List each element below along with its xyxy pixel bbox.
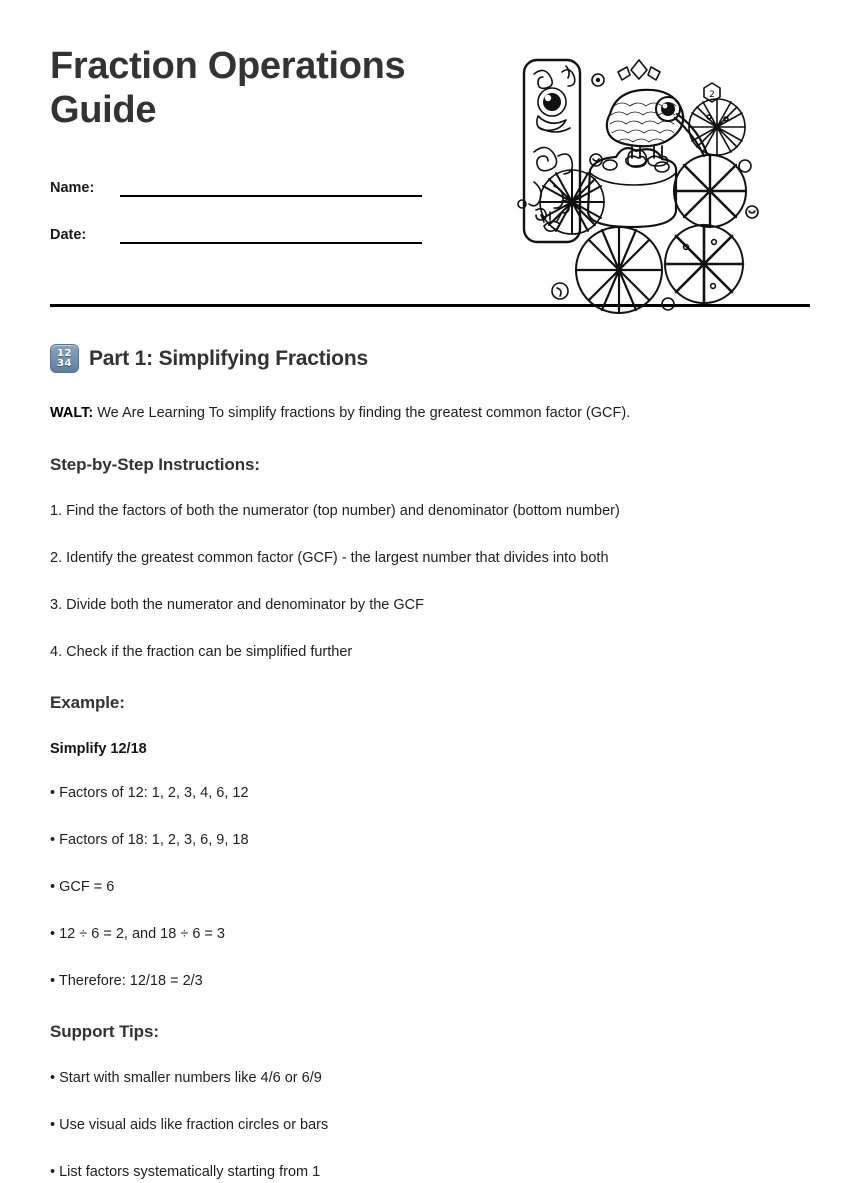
example-heading: Example:	[50, 692, 125, 712]
tip-item: • Start with smaller numbers like 4/6 or 6/9	[50, 1069, 322, 1086]
fraction-circle-eighths-lower	[665, 225, 743, 303]
example-step: • Therefore: 12/18 = 2/3	[50, 972, 203, 989]
input-numbers-icon-top: 12	[57, 347, 72, 359]
instructions-heading: Step-by-Step Instructions:	[50, 454, 260, 474]
instruction-step: 2. Identify the greatest common factor (GCF) - the largest number that divides into both	[50, 549, 609, 566]
name-field-label: Name:	[50, 179, 95, 196]
crown-ornament-icon	[618, 60, 660, 80]
example-step: • 12 ÷ 6 = 2, and 18 ÷ 6 = 3	[50, 925, 225, 942]
student-fields	[50, 161, 422, 255]
section-title: Part 1: Simplifying Fractions	[89, 346, 368, 370]
instruction-step: 3. Divide both the numerator and denominator by the GCF	[50, 596, 424, 613]
example-step: • Factors of 12: 1, 2, 3, 4, 6, 12	[50, 784, 249, 801]
tip-item: • List factors systematically starting from 1	[50, 1163, 321, 1180]
document-header	[50, 0, 810, 290]
section-header	[50, 344, 810, 373]
date-input-line[interactable]	[120, 241, 422, 244]
tip-item: • Use visual aids like fraction circles or bars	[50, 1116, 329, 1133]
kiwi-bird-icon	[607, 90, 707, 166]
tips-heading: Support Tips:	[50, 1021, 159, 1041]
input-numbers-icon-bottom: 34	[57, 357, 72, 369]
date-field-label: Date:	[50, 226, 87, 243]
instruction-step: 1. Find the factors of both the numerator (top number) and denominator (bottom number)	[50, 502, 620, 519]
input-numbers-icon	[50, 344, 79, 373]
fraction-circle-twelfths-small	[689, 99, 745, 155]
walt-text: We Are Learning To simplify fractions by finding the greatest common factor (GCF).	[93, 405, 631, 421]
name-field-row	[50, 161, 422, 208]
fraction-circle-tenths-large	[576, 227, 662, 313]
page-title: Fraction Operations Guide	[50, 45, 406, 132]
walt-label: WALT:	[50, 405, 94, 421]
instruction-step: 4. Check if the fraction can be simplified further	[50, 643, 353, 660]
example-step: • Factors of 18: 1, 2, 3, 6, 9, 18	[50, 831, 249, 848]
fraction-circle-eighths-right	[674, 155, 746, 227]
fraction-circle-twelfths-left	[540, 170, 604, 234]
fractions-illustration	[514, 52, 764, 322]
walt-statement	[50, 403, 810, 425]
name-input-line[interactable]	[120, 194, 422, 197]
example-step: • GCF = 6	[50, 878, 115, 895]
svg-text:2: 2	[709, 90, 715, 100]
example-problem: Simplify 12/18	[50, 740, 147, 757]
date-field-row	[50, 208, 422, 255]
